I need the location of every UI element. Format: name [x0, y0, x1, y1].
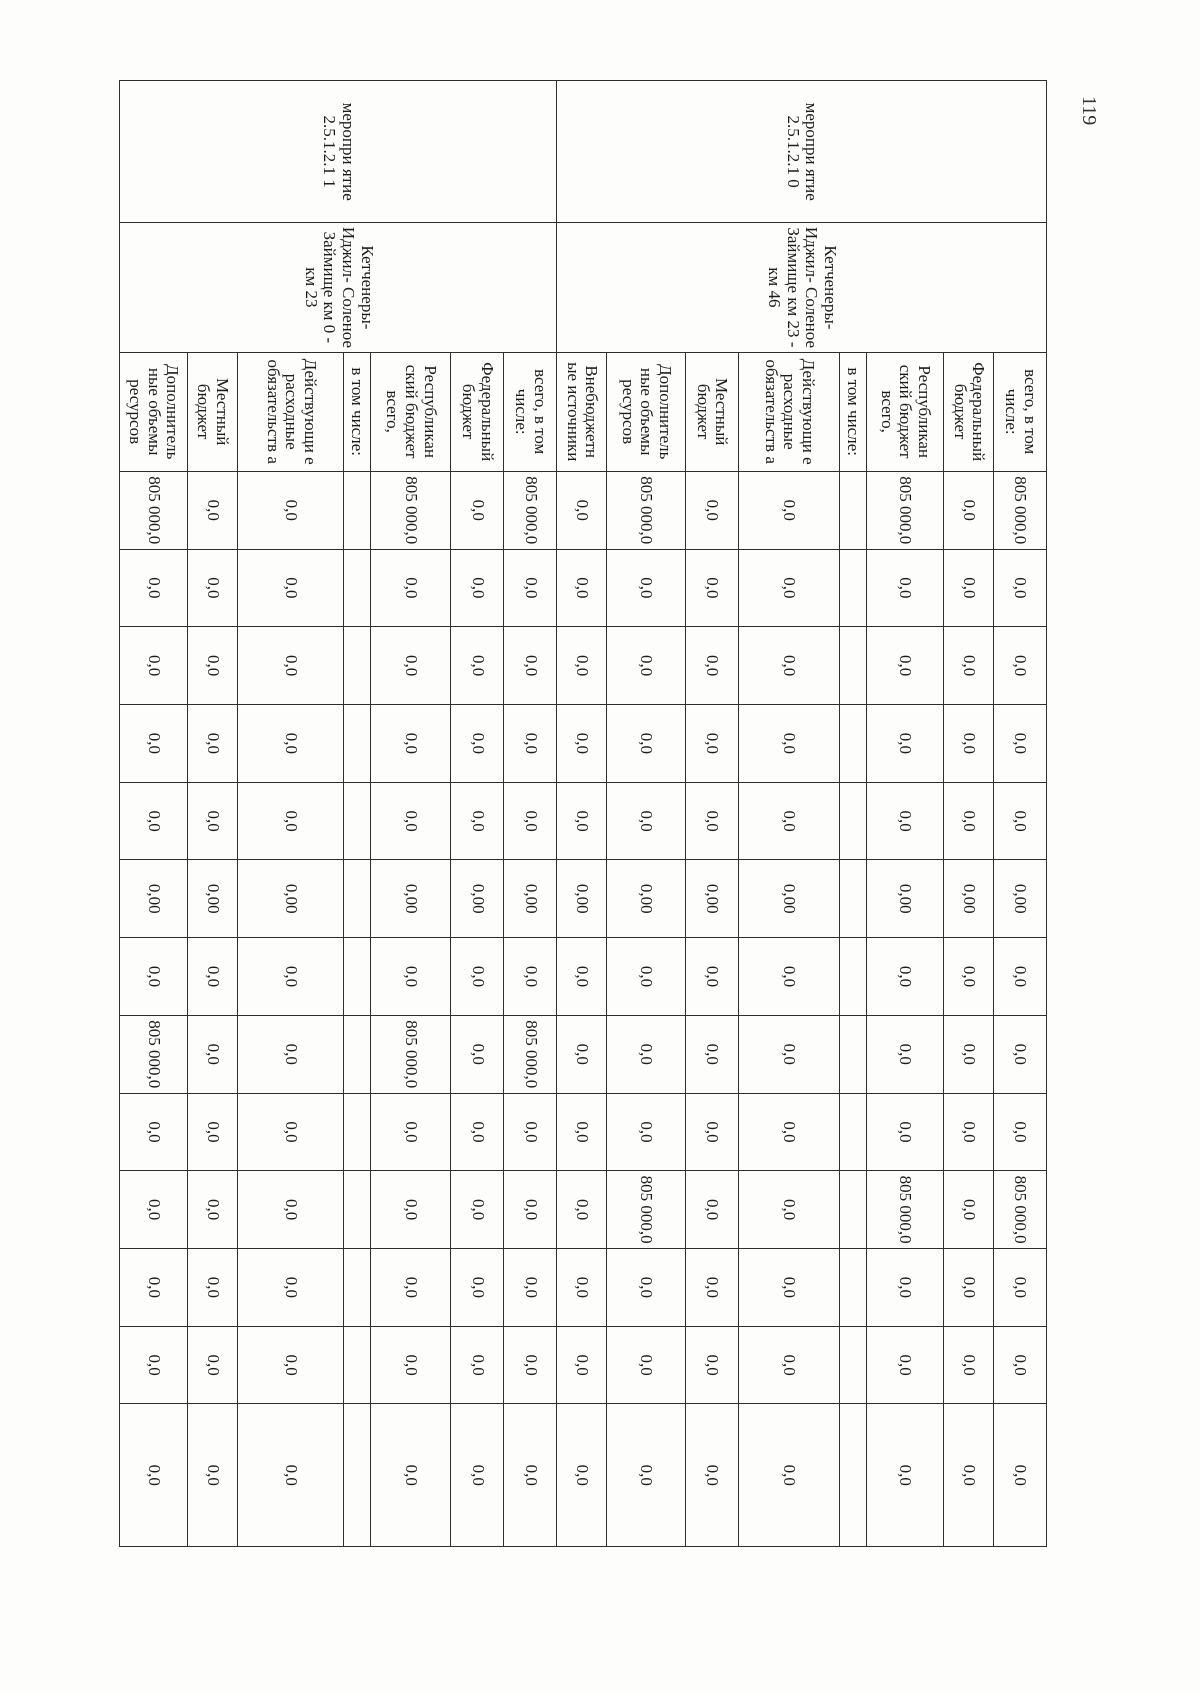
amount-cell: 0,0 — [370, 782, 451, 860]
amount-cell: 0,0 — [370, 705, 451, 783]
amount-cell: 0,0 — [504, 705, 557, 783]
amount-cell: 0,0 — [238, 1015, 344, 1093]
object-name-cell: Кетченеры- Иджил- Соленое Займище км 0 - км 23 — [120, 223, 557, 352]
amount-cell: 0,0 — [993, 627, 1046, 705]
amount-cell: 0,00 — [187, 860, 238, 938]
amount-cell: 0,0 — [238, 549, 344, 627]
amount-cell: 0,0 — [993, 1326, 1046, 1404]
amount-cell: 0,0 — [504, 549, 557, 627]
amount-cell: 0,0 — [370, 1404, 451, 1547]
amount-cell: 0,0 — [685, 1326, 738, 1404]
amount-cell: 0,0 — [451, 1093, 504, 1171]
amount-cell: 0,0 — [607, 1249, 685, 1327]
amount-cell — [840, 1093, 867, 1171]
amount-cell: 0,0 — [685, 1171, 738, 1249]
funding-source-cell: Дополнитель ные объемы ресурсов — [607, 352, 685, 471]
amount-cell: 0,00 — [685, 860, 738, 938]
amount-cell: 0,0 — [866, 1404, 943, 1547]
amount-cell — [344, 705, 370, 783]
amount-cell: 0,0 — [120, 1249, 188, 1327]
amount-cell: 0,0 — [187, 471, 238, 549]
amount-cell: 0,0 — [607, 1015, 685, 1093]
amount-cell: 0,0 — [120, 705, 188, 783]
amount-cell: 0,00 — [738, 860, 840, 938]
amount-cell — [344, 860, 370, 938]
amount-cell: 0,0 — [238, 627, 344, 705]
amount-cell — [840, 471, 867, 549]
amount-cell: 805 000,0 — [504, 471, 557, 549]
amount-cell: 0,0 — [238, 705, 344, 783]
amount-cell: 0,0 — [685, 1093, 738, 1171]
amount-cell: 0,0 — [866, 1093, 943, 1171]
amount-cell: 0,0 — [120, 627, 188, 705]
amount-cell: 0,0 — [187, 782, 238, 860]
amount-cell: 0,00 — [993, 860, 1046, 938]
amount-cell: 0,0 — [866, 705, 943, 783]
amount-cell: 0,0 — [238, 1249, 344, 1327]
amount-cell: 0,00 — [451, 860, 504, 938]
amount-cell: 0,0 — [993, 782, 1046, 860]
amount-cell: 0,0 — [557, 1404, 607, 1547]
amount-cell: 0,0 — [738, 938, 840, 1016]
amount-cell: 0,0 — [685, 938, 738, 1016]
amount-cell: 0,0 — [685, 1249, 738, 1327]
amount-cell: 0,0 — [607, 627, 685, 705]
amount-cell: 0,0 — [238, 1404, 344, 1547]
amount-cell: 0,0 — [451, 471, 504, 549]
funding-source-cell: всего, в том числе: — [993, 352, 1046, 471]
amount-cell — [840, 1404, 867, 1547]
amount-cell: 0,0 — [504, 1404, 557, 1547]
amount-cell — [840, 1249, 867, 1327]
table-row — [504, 81, 557, 1547]
amount-cell: 0,0 — [944, 1015, 994, 1093]
amount-cell — [344, 782, 370, 860]
funding-source-cell: Местный бюджет — [685, 352, 738, 471]
page-number: 119 — [1078, 96, 1100, 126]
amount-cell: 0,0 — [738, 1171, 840, 1249]
amount-cell — [344, 1171, 370, 1249]
funding-source-cell: в том числе: — [344, 352, 370, 471]
amount-cell: 0,0 — [738, 471, 840, 549]
amount-cell: 0,0 — [866, 1249, 943, 1327]
amount-cell: 0,0 — [944, 471, 994, 549]
amount-cell: 0,0 — [557, 549, 607, 627]
amount-cell: 0,0 — [504, 1249, 557, 1327]
amount-cell: 0,0 — [607, 549, 685, 627]
amount-cell: 0,0 — [451, 782, 504, 860]
amount-cell: 0,0 — [944, 1249, 994, 1327]
amount-cell — [344, 627, 370, 705]
amount-cell: 0,0 — [557, 1093, 607, 1171]
amount-cell: 0,0 — [187, 627, 238, 705]
amount-cell: 0,0 — [370, 627, 451, 705]
amount-cell: 0,0 — [738, 627, 840, 705]
amount-cell: 0,0 — [866, 627, 943, 705]
amount-cell: 805 000,0 — [993, 1171, 1046, 1249]
amount-cell: 0,0 — [607, 1093, 685, 1171]
amount-cell: 805 000,0 — [993, 471, 1046, 549]
funding-source-cell: Федеральный бюджет — [451, 352, 504, 471]
amount-cell — [344, 1249, 370, 1327]
amount-cell: 805 000,0 — [866, 1171, 943, 1249]
amount-cell: 0,0 — [993, 1404, 1046, 1547]
amount-cell — [344, 471, 370, 549]
table-row — [993, 81, 1046, 1547]
amount-cell — [344, 1093, 370, 1171]
amount-cell: 0,0 — [504, 1171, 557, 1249]
amount-cell: 0,0 — [685, 627, 738, 705]
amount-cell: 0,0 — [607, 705, 685, 783]
amount-cell: 0,0 — [451, 1171, 504, 1249]
amount-cell: 0,0 — [187, 1093, 238, 1171]
amount-cell: 0,0 — [370, 1326, 451, 1404]
amount-cell: 0,0 — [557, 782, 607, 860]
amount-cell: 0,0 — [451, 938, 504, 1016]
object-name-cell: Кетченеры- Иджил- Соленое Займище км 23 - км 46 — [557, 223, 1047, 352]
amount-cell: 805 000,0 — [607, 471, 685, 549]
amount-cell: 0,0 — [187, 705, 238, 783]
amount-cell: 0,0 — [738, 1249, 840, 1327]
amount-cell: 0,0 — [738, 705, 840, 783]
amount-cell — [840, 705, 867, 783]
amount-cell: 0,0 — [944, 1171, 994, 1249]
amount-cell: 0,0 — [370, 549, 451, 627]
amount-cell: 0,0 — [120, 938, 188, 1016]
amount-cell: 0,0 — [451, 1249, 504, 1327]
funding-source-cell: Внебюджетн ые источники — [557, 352, 607, 471]
amount-cell: 0,0 — [944, 705, 994, 783]
amount-cell: 805 000,0 — [866, 471, 943, 549]
amount-cell: 0,0 — [738, 1015, 840, 1093]
amount-cell: 0,00 — [944, 860, 994, 938]
amount-cell: 805 000,0 — [504, 1015, 557, 1093]
amount-cell: 0,0 — [866, 938, 943, 1016]
amount-cell: 0,0 — [685, 1404, 738, 1547]
amount-cell — [840, 549, 867, 627]
amount-cell: 0,0 — [685, 705, 738, 783]
amount-cell: 0,00 — [607, 860, 685, 938]
amount-cell — [840, 860, 867, 938]
funding-source-cell: Федеральный бюджет — [944, 352, 994, 471]
amount-cell: 0,0 — [607, 1404, 685, 1547]
amount-cell: 805 000,0 — [607, 1171, 685, 1249]
amount-cell: 0,00 — [866, 860, 943, 938]
amount-cell: 0,0 — [187, 1326, 238, 1404]
amount-cell — [840, 938, 867, 1016]
amount-cell: 805 000,0 — [370, 471, 451, 549]
table-body — [120, 81, 1047, 1547]
amount-cell: 0,00 — [120, 860, 188, 938]
amount-cell — [344, 1326, 370, 1404]
amount-cell: 0,0 — [944, 549, 994, 627]
amount-cell — [344, 1404, 370, 1547]
amount-cell: 0,0 — [370, 1093, 451, 1171]
amount-cell: 0,0 — [738, 1093, 840, 1171]
amount-cell: 0,0 — [504, 627, 557, 705]
amount-cell: 0,0 — [120, 1404, 188, 1547]
amount-cell: 0,0 — [120, 1171, 188, 1249]
amount-cell: 0,0 — [557, 471, 607, 549]
amount-cell: 0,0 — [607, 782, 685, 860]
amount-cell: 0,0 — [504, 782, 557, 860]
amount-cell: 0,0 — [557, 1249, 607, 1327]
amount-cell: 0,0 — [685, 471, 738, 549]
amount-cell: 0,0 — [685, 549, 738, 627]
amount-cell: 0,0 — [557, 1326, 607, 1404]
amount-cell: 0,0 — [738, 1404, 840, 1547]
amount-cell: 805 000,0 — [120, 1015, 188, 1093]
amount-cell: 0,0 — [187, 1404, 238, 1547]
amount-cell: 0,0 — [557, 705, 607, 783]
funding-source-cell: Дополнитель ные объемы ресурсов — [120, 352, 188, 471]
amount-cell: 0,0 — [187, 1249, 238, 1327]
amount-cell: 0,0 — [607, 938, 685, 1016]
rotated-table-container — [119, 80, 1047, 1547]
amount-cell: 0,0 — [451, 627, 504, 705]
amount-cell: 0,0 — [993, 705, 1046, 783]
budget-table — [119, 80, 1047, 1547]
amount-cell: 0,0 — [685, 1015, 738, 1093]
amount-cell: 0,0 — [944, 782, 994, 860]
amount-cell: 0,0 — [557, 1171, 607, 1249]
amount-cell: 0,0 — [238, 1093, 344, 1171]
amount-cell: 0,0 — [738, 782, 840, 860]
measure-name-cell: меропри ятие 2.5.1.2.1 1 — [120, 81, 557, 223]
amount-cell: 0,0 — [993, 938, 1046, 1016]
amount-cell: 0,00 — [557, 860, 607, 938]
amount-cell: 0,0 — [451, 1326, 504, 1404]
amount-cell: 0,0 — [451, 1404, 504, 1547]
amount-cell: 0,0 — [944, 938, 994, 1016]
amount-cell: 0,0 — [993, 1093, 1046, 1171]
amount-cell: 0,0 — [238, 1326, 344, 1404]
amount-cell — [840, 782, 867, 860]
amount-cell — [840, 1015, 867, 1093]
funding-source-cell: Действующи е расходные обязательств а — [238, 352, 344, 471]
amount-cell: 0,0 — [370, 1249, 451, 1327]
amount-cell: 0,0 — [993, 1249, 1046, 1327]
amount-cell: 0,0 — [187, 1015, 238, 1093]
amount-cell: 0,0 — [187, 938, 238, 1016]
amount-cell: 0,0 — [944, 1093, 994, 1171]
amount-cell: 0,0 — [120, 782, 188, 860]
funding-source-cell: Республикан ский бюджет всего, — [370, 352, 451, 471]
amount-cell: 0,0 — [607, 1326, 685, 1404]
amount-cell: 805 000,0 — [370, 1015, 451, 1093]
amount-cell — [840, 1326, 867, 1404]
amount-cell: 0,0 — [120, 1326, 188, 1404]
amount-cell: 0,0 — [557, 938, 607, 1016]
amount-cell: 0,0 — [993, 549, 1046, 627]
funding-source-cell: Действующи е расходные обязательств а — [738, 352, 840, 471]
amount-cell: 0,00 — [504, 860, 557, 938]
amount-cell: 0,0 — [451, 549, 504, 627]
amount-cell: 0,0 — [370, 1171, 451, 1249]
amount-cell: 0,0 — [238, 471, 344, 549]
amount-cell: 0,0 — [504, 938, 557, 1016]
funding-source-cell: Местный бюджет — [187, 352, 238, 471]
amount-cell — [840, 1171, 867, 1249]
amount-cell — [344, 549, 370, 627]
amount-cell: 0,0 — [238, 782, 344, 860]
amount-cell: 0,0 — [557, 1015, 607, 1093]
amount-cell: 0,0 — [866, 1326, 943, 1404]
amount-cell: 0,0 — [187, 549, 238, 627]
amount-cell: 0,0 — [120, 1093, 188, 1171]
amount-cell: 0,0 — [685, 782, 738, 860]
amount-cell: 0,0 — [738, 1326, 840, 1404]
amount-cell: 0,0 — [238, 1171, 344, 1249]
amount-cell — [840, 627, 867, 705]
amount-cell: 0,0 — [504, 1326, 557, 1404]
amount-cell: 0,0 — [944, 627, 994, 705]
amount-cell: 0,0 — [866, 549, 943, 627]
measure-name-cell: меропри ятие 2.5.1.2.1 0 — [557, 81, 1047, 223]
amount-cell: 0,00 — [370, 860, 451, 938]
amount-cell: 0,0 — [866, 1015, 943, 1093]
amount-cell: 0,00 — [238, 860, 344, 938]
amount-cell — [344, 1015, 370, 1093]
amount-cell: 0,0 — [557, 627, 607, 705]
amount-cell: 805 000,0 — [120, 471, 188, 549]
funding-source-cell: в том числе: — [840, 352, 867, 471]
amount-cell: 0,0 — [451, 1015, 504, 1093]
funding-source-cell: всего, в том числе: — [504, 352, 557, 471]
amount-cell: 0,0 — [738, 549, 840, 627]
amount-cell: 0,0 — [238, 938, 344, 1016]
amount-cell: 0,0 — [120, 549, 188, 627]
amount-cell: 0,0 — [993, 1015, 1046, 1093]
amount-cell: 0,0 — [866, 782, 943, 860]
amount-cell: 0,0 — [187, 1171, 238, 1249]
amount-cell: 0,0 — [944, 1326, 994, 1404]
amount-cell: 0,0 — [504, 1093, 557, 1171]
amount-cell: 0,0 — [451, 705, 504, 783]
amount-cell: 0,0 — [944, 1404, 994, 1547]
funding-source-cell: Республикан ский бюджет всего, — [866, 352, 943, 471]
amount-cell — [344, 938, 370, 1016]
amount-cell: 0,0 — [370, 938, 451, 1016]
